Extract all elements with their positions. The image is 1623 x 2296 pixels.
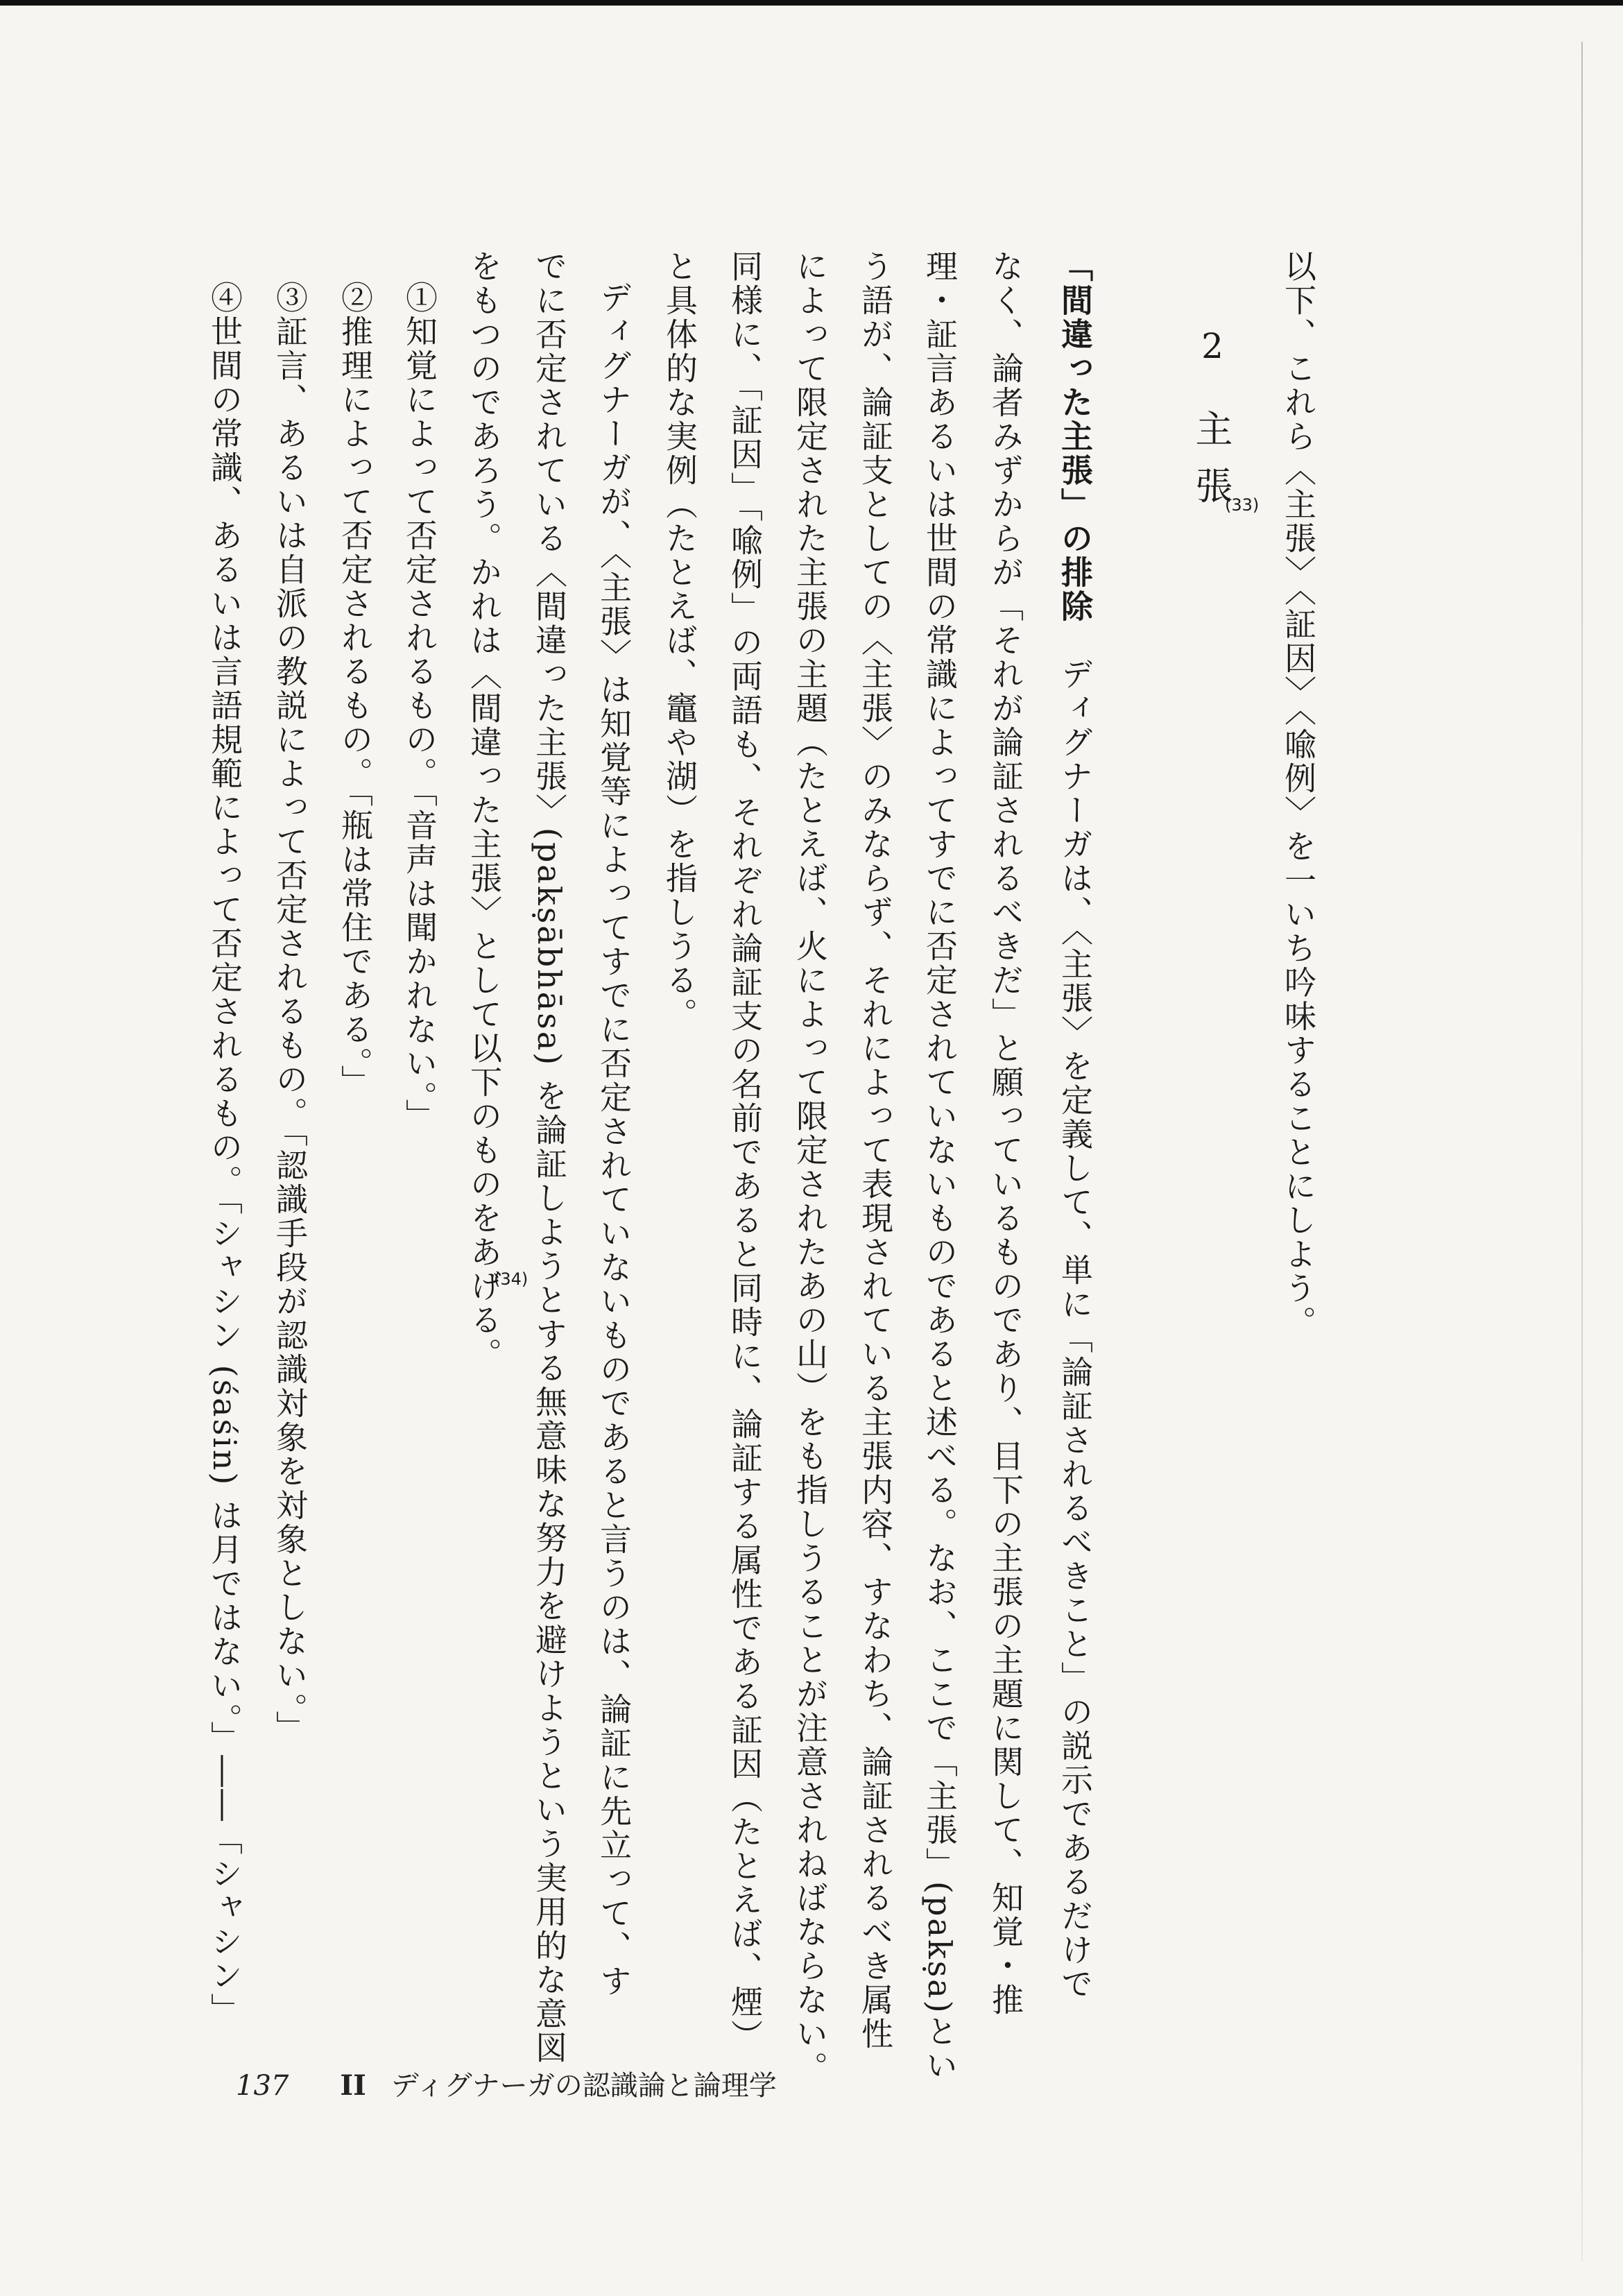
page-number: 137 xyxy=(236,2070,289,2102)
list-item-2: ②推理によって否定されるもの。「瓶は常住である。」 xyxy=(336,281,374,1099)
note-ref-33: (33) xyxy=(1225,495,1260,515)
scan-edge-line xyxy=(1581,42,1583,2261)
text-line-1: 以下、これら〈主張〉〈証因〉〈喩例〉を一いち吟味することにしよう。 xyxy=(1280,250,1317,1339)
text-line-3: なく、論者みずからが「それが論証されるべきだ」と願っているものであり、目下の主張の主題に関して、知覚・推 xyxy=(987,250,1024,2017)
text-line-10: でに否定されている〈間違った主張〉(pakṣābhāsa) を論証しようとする無意味な努力を避けようという実用的な意図 xyxy=(531,250,568,2065)
list-item-4: ④世間の常識、あるいは言語規範によって否定されるもの。「シャシン (śaśin) は月ではない。」――「シャシン」 xyxy=(206,281,243,2028)
text-line-2 xyxy=(1054,250,1096,2001)
chapter-title: ディグナーガの認識論と論理学 xyxy=(390,2070,777,2102)
text-line-6: によって限定された主張の主題（たとえば、火によって限定されたあの山）をも指しうることが注意されねばならない。 xyxy=(791,250,829,2085)
text-line-4: 理・証言あるいは世間の常識によってすでに否定されていないものであると述べる。なお、ここで「主張」(pakṣa)とい xyxy=(921,250,959,2083)
section-title: 主張 xyxy=(1190,409,1233,523)
text-line-7: 同様に、「証因」「喩例」の両語も、それぞれ論証支の名前であると同時に、論証する属性である証因（たとえば、煙） xyxy=(726,250,764,2053)
section-number: 2 xyxy=(1192,326,1233,366)
text-line-8: と具体的な実例（たとえば、竈や湖）を指しうる。 xyxy=(661,250,698,1031)
note-ref-34: (34) xyxy=(494,1269,529,1289)
text-line-2-rest: ディグナーガは、〈主張〉を定義して、単に「論証されるべきこと」の説示であるだけで xyxy=(1056,624,1094,2001)
text-line-9: ディグナーガが、〈主張〉は知覚等によってすでに否定されていないものであると言うのは、論証に先立って、す xyxy=(595,281,633,1998)
scan-top-border xyxy=(0,0,1623,6)
page-footer xyxy=(236,2064,777,2103)
text-line-11: をもつのであろう。かれは〈間違った主張〉として以下のものをあげる。 xyxy=(465,250,503,1371)
list-item-1: ①知覚によって否定されるもの。「音声は聞かれない。」 xyxy=(401,281,438,1133)
text-line-5: う語が、論証支としての〈主張〉のみならず、それによって表現されている主張内容、すなわち、論証されるべき属性 xyxy=(857,250,894,2051)
list-item-3: ③証言、あるいは自派の教説によって否定されるもの。「認識手段が認識対象を対象としない。」 xyxy=(271,281,309,1745)
chapter-number: II xyxy=(340,2069,366,2102)
subheading-invalid-thesis: 「間違った主張」の排除 xyxy=(1056,250,1094,624)
